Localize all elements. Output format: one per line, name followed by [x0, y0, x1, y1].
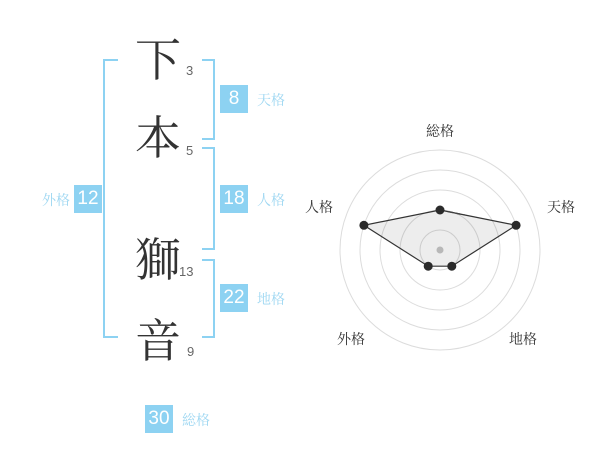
soukaku-label: 総格 — [182, 412, 210, 428]
tenkaku-score-box: 8 — [220, 85, 248, 113]
radar-point — [447, 262, 456, 271]
chikaku-bracket — [202, 259, 215, 338]
stroke-count-3: 13 — [179, 264, 194, 279]
stroke-count-2: 5 — [186, 143, 194, 158]
radar-point — [359, 221, 368, 230]
radar-label-chikaku: 地格 — [509, 331, 537, 347]
name-char-4: 音 — [135, 315, 181, 367]
jinkaku-label: 人格 — [257, 192, 285, 208]
radar-label-tenkaku: 天格 — [547, 199, 575, 215]
gaikaku-bracket — [103, 59, 118, 338]
stroke-count-1: 3 — [186, 63, 194, 78]
radar-svg — [300, 110, 580, 390]
radar-center-dot — [437, 247, 444, 254]
radar-point — [424, 262, 433, 271]
jinkaku-bracket — [202, 147, 215, 250]
soukaku-score-box: 30 — [145, 405, 173, 433]
radar-point — [436, 206, 445, 215]
radar-point — [512, 221, 521, 230]
radar-label-soukaku: 総格 — [426, 123, 454, 139]
stroke-count-4: 9 — [187, 344, 195, 359]
chikaku-score-box: 22 — [220, 284, 248, 312]
chikaku-label: 地格 — [257, 291, 285, 307]
jinkaku-score-box: 18 — [220, 185, 248, 213]
radar-label-jinkaku: 人格 — [305, 199, 333, 215]
gaikaku-label: 外格 — [42, 192, 70, 208]
radar-label-gaikaku: 外格 — [337, 331, 365, 347]
name-char-2: 本 — [135, 112, 181, 164]
radar-value-polygon — [364, 210, 516, 266]
name-char-1: 下 — [135, 34, 181, 86]
gaikaku-score-box: 12 — [74, 185, 102, 213]
tenkaku-label: 天格 — [257, 92, 285, 108]
radar-chart — [300, 110, 580, 390]
tenkaku-bracket — [202, 59, 215, 140]
name-char-3: 獅 — [135, 234, 181, 286]
